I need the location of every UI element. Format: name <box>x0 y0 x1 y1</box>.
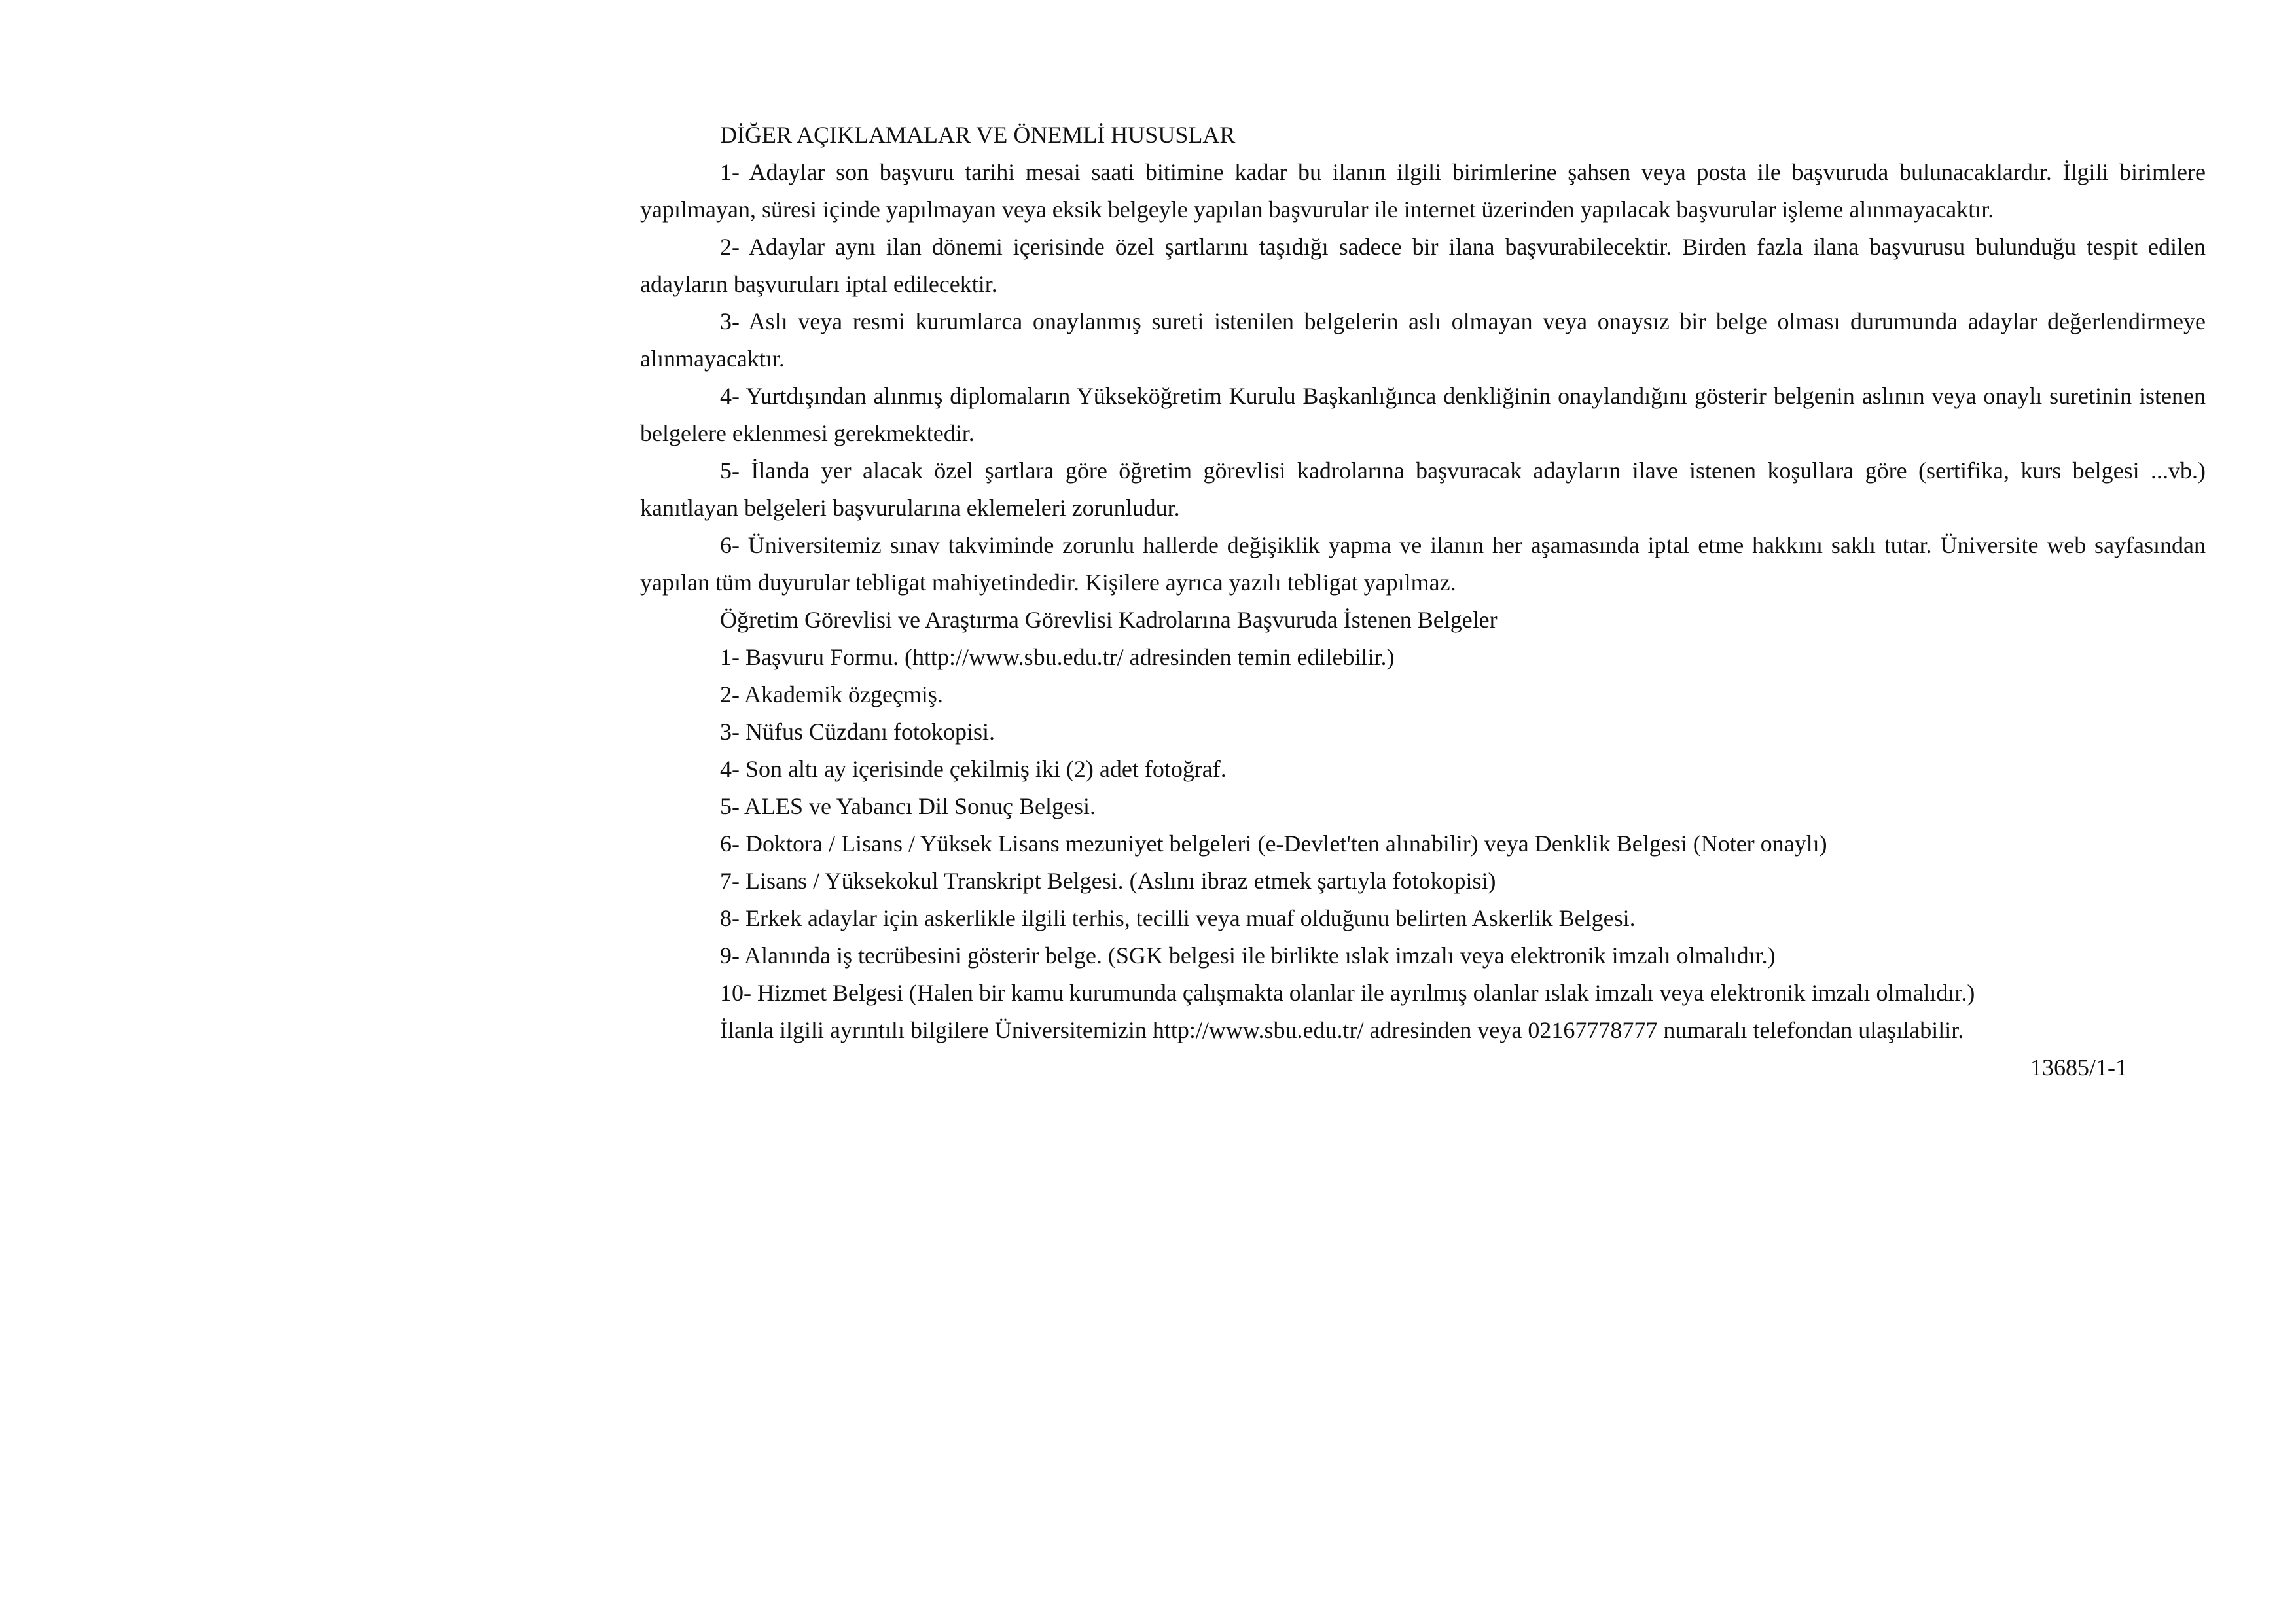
document-item-4: 4- Son altı ay içerisinde çekilmiş iki (2) adet fotoğraf. <box>720 756 1227 782</box>
document-item-1: 1- Başvuru Formu. (http://www.sbu.edu.tr/ adresinden temin edilebilir.) <box>720 644 1395 670</box>
document-item-5: 5- ALES ve Yabancı Dil Sonuç Belgesi. <box>720 793 1096 819</box>
paragraph-6: 6- Üniversitemiz sınav takviminde zorunlu hallerde değişiklik yapma ve ilanın her aşamasında iptal etme hakkını saklı tutar. Üniversite web sayfasından yapılan tüm duyurular tebligat mahiyetindedir. Kişilere ayrıca yazılı tebligat yapılmaz. <box>640 532 2206 596</box>
paragraph-3: 3- Aslı veya resmi kurumlarca onaylanmış sureti istenilen belgelerin aslı olmayan veya onaysız bir belge olması durumunda adaylar değerlendirmeye alınmayacaktır. <box>640 308 2206 372</box>
paragraph-2: 2- Adaylar aynı ilan dönemi içerisinde özel şartlarını taşıdığı sadece bir ilana başvurabilecektir. Birden fazla ilana başvurusu bulunduğu tespit edilen adayların başvuruları iptal edilecektir. <box>640 234 2206 297</box>
contact-note: İlanla ilgili ayrıntılı bilgilere Üniversitemizin http://www.sbu.edu.tr/ adresinden veya 02167778777 numaralı telefondan ulaşılabilir. <box>720 1017 1964 1043</box>
document-item-6: 6- Doktora / Lisans / Yüksek Lisans mezuniyet belgeleri (e-Devlet'ten alınabilir) veya Denklik Belgesi (Noter onaylı) <box>720 830 1827 857</box>
document-item-8: 8- Erkek adaylar için askerlikle ilgili terhis, tecilli veya muaf olduğunu belirten Askerlik Belgesi. <box>720 905 1636 931</box>
document-item-2: 2- Akademik özgeçmiş. <box>720 681 943 707</box>
reference-number: 13685/1-1 <box>2030 1054 2127 1080</box>
section-heading: DİĞER AÇIKLAMALAR VE ÖNEMLİ HUSUSLAR <box>720 122 1236 148</box>
documents-heading: Öğretim Görevlisi ve Araştırma Görevlisi Kadrolarına Başvuruda İstenen Belgeler <box>720 607 1498 633</box>
paragraph-5: 5- İlanda yer alacak özel şartlara göre öğretim görevlisi kadrolarına başvuracak adayların ilave istenen koşullara göre (sertifika, kurs belgesi ...vb.) kanıtlayan belgeleri başvurularına eklemeleri zorunludur. <box>640 457 2206 521</box>
document-item-7: 7- Lisans / Yüksekokul Transkript Belgesi. (Aslını ibraz etmek şartıyla fotokopisi) <box>720 868 1496 894</box>
paragraph-1: 1- Adaylar son başvuru tarihi mesai saati bitimine kadar bu ilanın ilgili birimlerine şahsen veya posta ile başvuruda bulunacaklardır. İlgili birimlere yapılmayan, süresi içinde yapılmayan veya eksik belgeyle yapılan başvurular ile internet üzerinden yapılacak başvurular işleme alınmayacaktır. <box>640 159 2206 223</box>
document-item-10: 10- Hizmet Belgesi (Halen bir kamu kurumunda çalışmakta olanlar ile ayrılmış olanlar ıslak imzalı veya elektronik imzalı olmalıdır.) <box>720 980 1975 1006</box>
paragraph-4: 4- Yurtdışından alınmış diplomaların Yükseköğretim Kurulu Başkanlığınca denkliğinin onaylandığını gösterir belgenin aslının veya onaylı suretinin istenen belgelere eklenmesi gerekmektedir. <box>640 383 2206 446</box>
document-item-3: 3- Nüfus Cüzdanı fotokopisi. <box>720 719 995 745</box>
document-item-9: 9- Alanında iş tecrübesini gösterir belge. (SGK belgesi ile birlikte ıslak imzalı veya elektronik imzalı olmalıdır.) <box>720 942 1776 969</box>
document-body <box>640 116 2206 1086</box>
